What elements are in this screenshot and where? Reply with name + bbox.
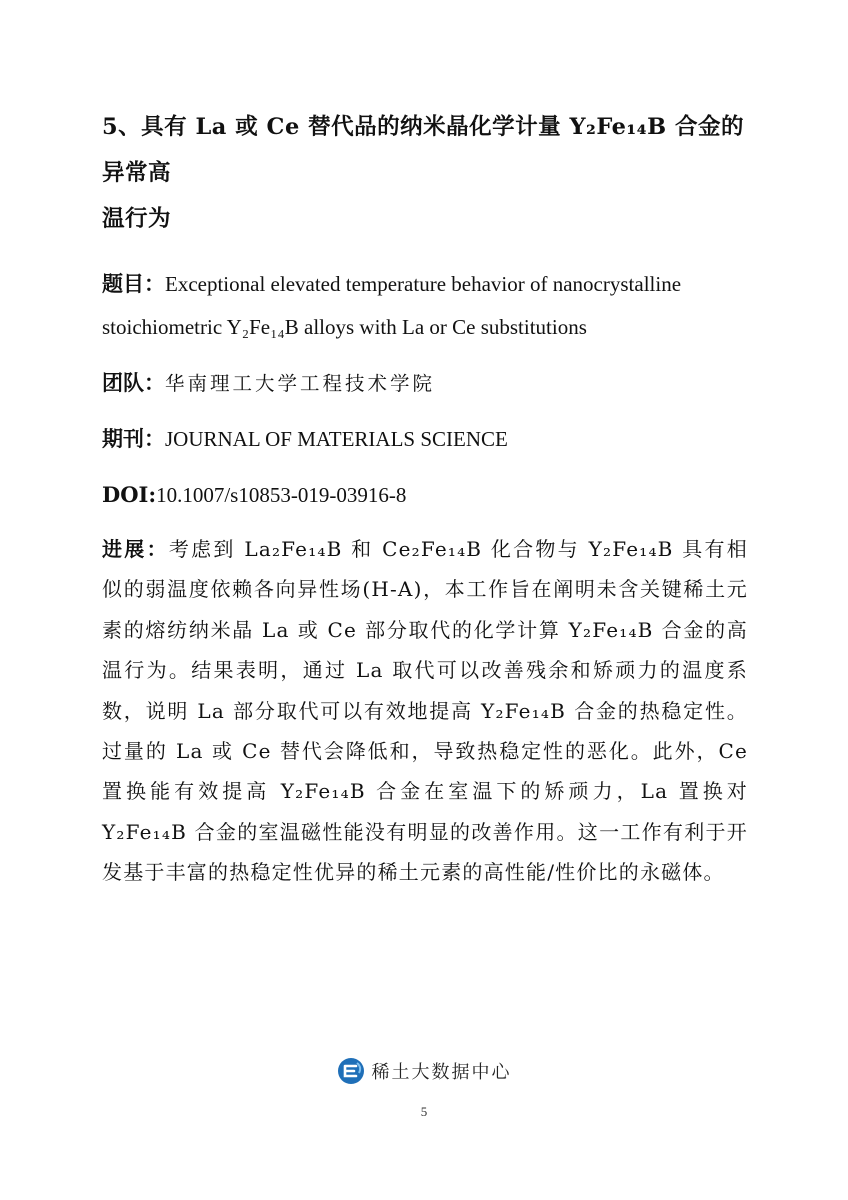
journal-value: JOURNAL OF MATERIALS SCIENCE [165, 427, 508, 451]
doi-value: 10.1007/s10853-019-03916-8 [156, 483, 407, 507]
topic-value: Exceptional elevated temperature behavior of nanocrystalline stoichiometric Y₂Fe₁₄B alloys with La or Ce substitutions [102, 272, 682, 339]
article-heading [102, 104, 748, 242]
progress-label: 进展： [102, 537, 169, 561]
rare-earth-data-center-logo-icon [337, 1057, 365, 1085]
heading-line-2: 温行为 [102, 206, 172, 232]
team-label: 团队： [102, 370, 165, 395]
article-content [102, 104, 748, 893]
journal-label: 期刊： [102, 426, 165, 451]
topic-label: 题目： [102, 271, 165, 296]
footer-brand-text: 稀土大数据中心 [371, 1062, 512, 1083]
footer-brand [0, 1057, 848, 1085]
page-number: 5 [420, 1104, 428, 1119]
topic-row [102, 262, 748, 349]
progress-text: 考虑到 La₂Fe₁₄B 和 Ce₂Fe₁₄B 化合物与 Y₂Fe₁₄B 具有相似的弱温度依赖各向异性场(H-A)，本工作旨在阐明未含关键稀土元素的熔纺纳米晶 La 或 Ce 部分取代的化学计算 Y₂Fe₁₄B 合金的高温行为。结果表明，通过 La 取代可以改善残余和矫顽力的温度系数，说明 La 部分取代可以有效地提高 Y₂Fe₁₄B 合金的热稳定性。过量的 La 或 Ce 替代会降低和，导致热稳定性的恶化。此外，Ce 置换能有效提高 Y₂Fe₁₄B 合金在室温下的矫顽力，La 置换对 Y₂Fe₁₄B 合金的室温磁性能没有明显的改善作用。这一工作有利于开发基于丰富的热稳定性优异的稀土元素的高性能/性价比的永磁体。 [102, 537, 748, 885]
progress-paragraph [102, 529, 748, 893]
heading-line-1: 5、具有 La 或 Ce 替代品的纳米晶化学计量 Y₂Fe₁₄B 合金的异常高 [102, 114, 744, 186]
team-value: 华南理工大学工程技术学院 [165, 372, 436, 395]
journal-row [102, 417, 748, 461]
doi-label: DOI: [102, 482, 157, 507]
team-row [102, 361, 748, 405]
doi-row [102, 473, 748, 517]
